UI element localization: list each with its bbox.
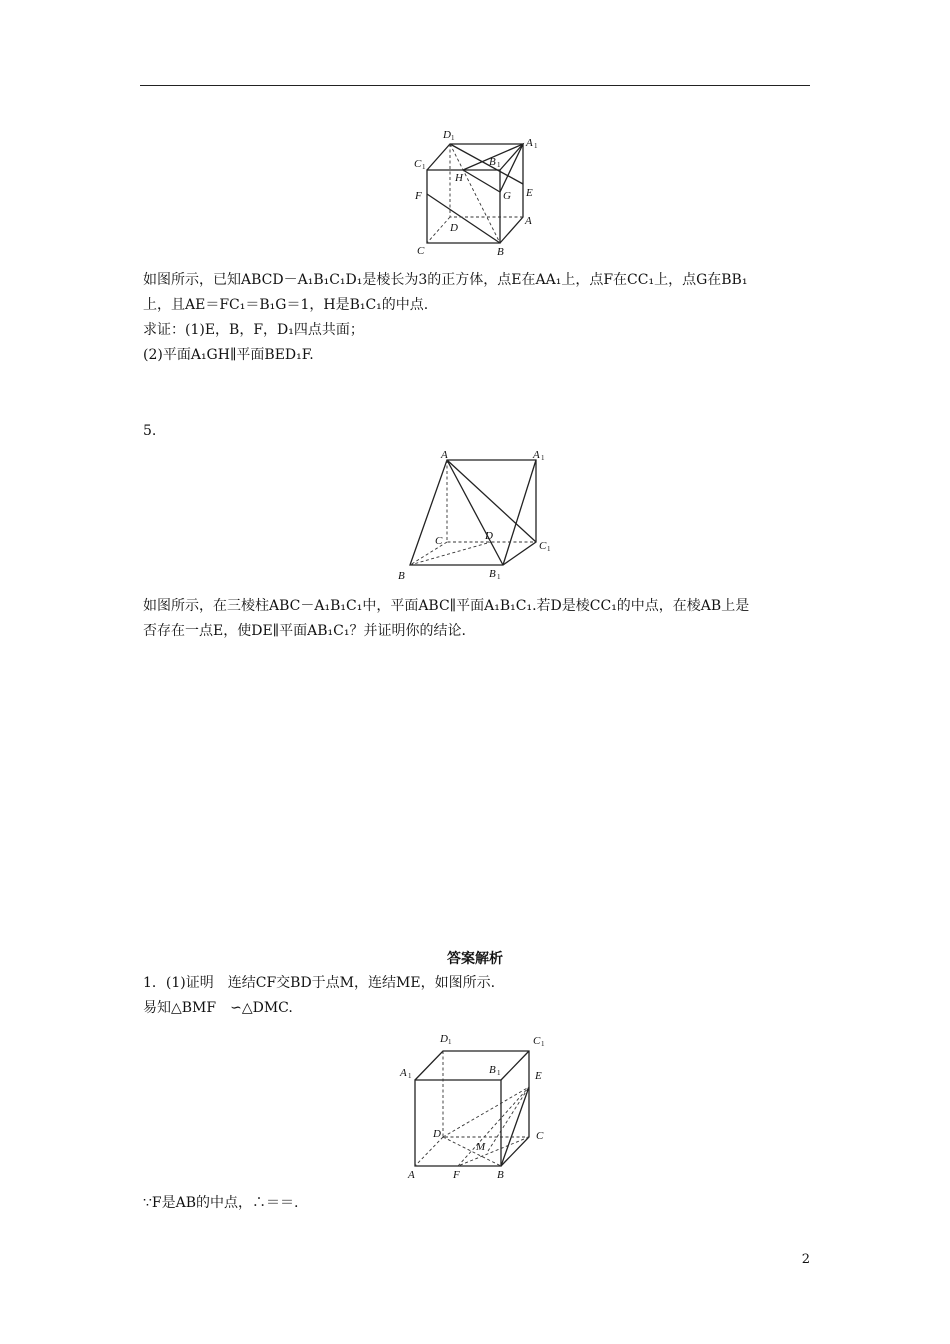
label-b1: B xyxy=(489,1064,496,1076)
label-m: M xyxy=(476,1141,486,1153)
label-b1: B xyxy=(489,568,496,580)
label-b: B xyxy=(398,570,405,582)
svg-text:1: 1 xyxy=(541,454,545,462)
label-c: C xyxy=(417,245,425,257)
svg-text:1: 1 xyxy=(422,163,426,171)
svg-text:1: 1 xyxy=(534,142,538,150)
label-a: A xyxy=(441,449,448,461)
header-rule xyxy=(140,85,810,86)
problem4-line1: 如图所示，已知ABCD－A₁B₁C₁D₁是棱长为3的正方体，点E在AA₁上，点F在CC₁上，点G在BB₁ xyxy=(143,272,748,288)
svg-text:1: 1 xyxy=(448,1038,452,1046)
label-d1: D xyxy=(443,129,451,141)
page-number: 2 xyxy=(801,1252,810,1267)
label-d: D xyxy=(433,1128,441,1140)
svg-text:1: 1 xyxy=(547,545,551,553)
svg-text:1: 1 xyxy=(497,1069,501,1077)
label-e: E xyxy=(535,1070,542,1082)
answers-title: 答案解析 xyxy=(447,951,503,967)
label-e: E xyxy=(526,187,533,199)
label-c: C xyxy=(435,535,443,547)
prism-figure xyxy=(393,445,568,585)
label-a1: A xyxy=(400,1067,407,1079)
problem5-number: 5. xyxy=(143,423,157,439)
answer-line3: ∵F是AB的中点，∴＝＝. xyxy=(143,1195,299,1211)
label-d: D xyxy=(450,222,458,234)
svg-text:1: 1 xyxy=(497,573,501,581)
label-f: F xyxy=(453,1169,460,1181)
svg-text:1: 1 xyxy=(497,161,501,169)
cube-figure-2 xyxy=(398,1028,558,1183)
label-c1: C xyxy=(539,540,547,552)
svg-text:1: 1 xyxy=(541,1040,545,1048)
problem4-line3: 求证：(1)E，B，F，D₁四点共面； xyxy=(143,322,364,338)
problem4-line4: (2)平面A₁GH∥平面BED₁F. xyxy=(143,347,314,363)
label-b1: B xyxy=(489,156,496,168)
problem4-line2: 上，且AE＝FC₁＝B₁G＝1，H是B₁C₁的中点. xyxy=(143,297,429,313)
label-a1: A xyxy=(533,449,540,461)
label-d1: D xyxy=(440,1033,448,1045)
label-b: B xyxy=(497,1169,504,1181)
label-c1: C xyxy=(414,158,422,170)
label-a1: A xyxy=(526,137,533,149)
svg-text:1: 1 xyxy=(451,134,455,142)
label-h: H xyxy=(455,172,463,184)
problem5-line1: 如图所示，在三棱柱ABC－A₁B₁C₁中，平面ABC∥平面A₁B₁C₁.若D是棱CC₁的中点，在棱AB上是 xyxy=(143,598,750,614)
answer-line1: 1．(1)证明 连结CF交BD于点M，连结ME，如图所示. xyxy=(143,975,496,991)
cube-figure-1 xyxy=(405,125,555,260)
svg-text:1: 1 xyxy=(408,1072,412,1080)
label-d: D xyxy=(485,530,493,542)
label-a: A xyxy=(525,215,532,227)
label-c1: C xyxy=(533,1035,541,1047)
answer-line2: 易知△BMF ∽△DMC. xyxy=(143,1000,293,1016)
label-g: G xyxy=(503,190,511,202)
label-c: C xyxy=(536,1130,544,1142)
label-f: F xyxy=(415,190,422,202)
problem5-line2: 否存在一点E，使DE∥平面AB₁C₁？并证明你的结论. xyxy=(143,623,466,639)
label-b: B xyxy=(497,246,504,258)
label-a: A xyxy=(408,1169,415,1181)
